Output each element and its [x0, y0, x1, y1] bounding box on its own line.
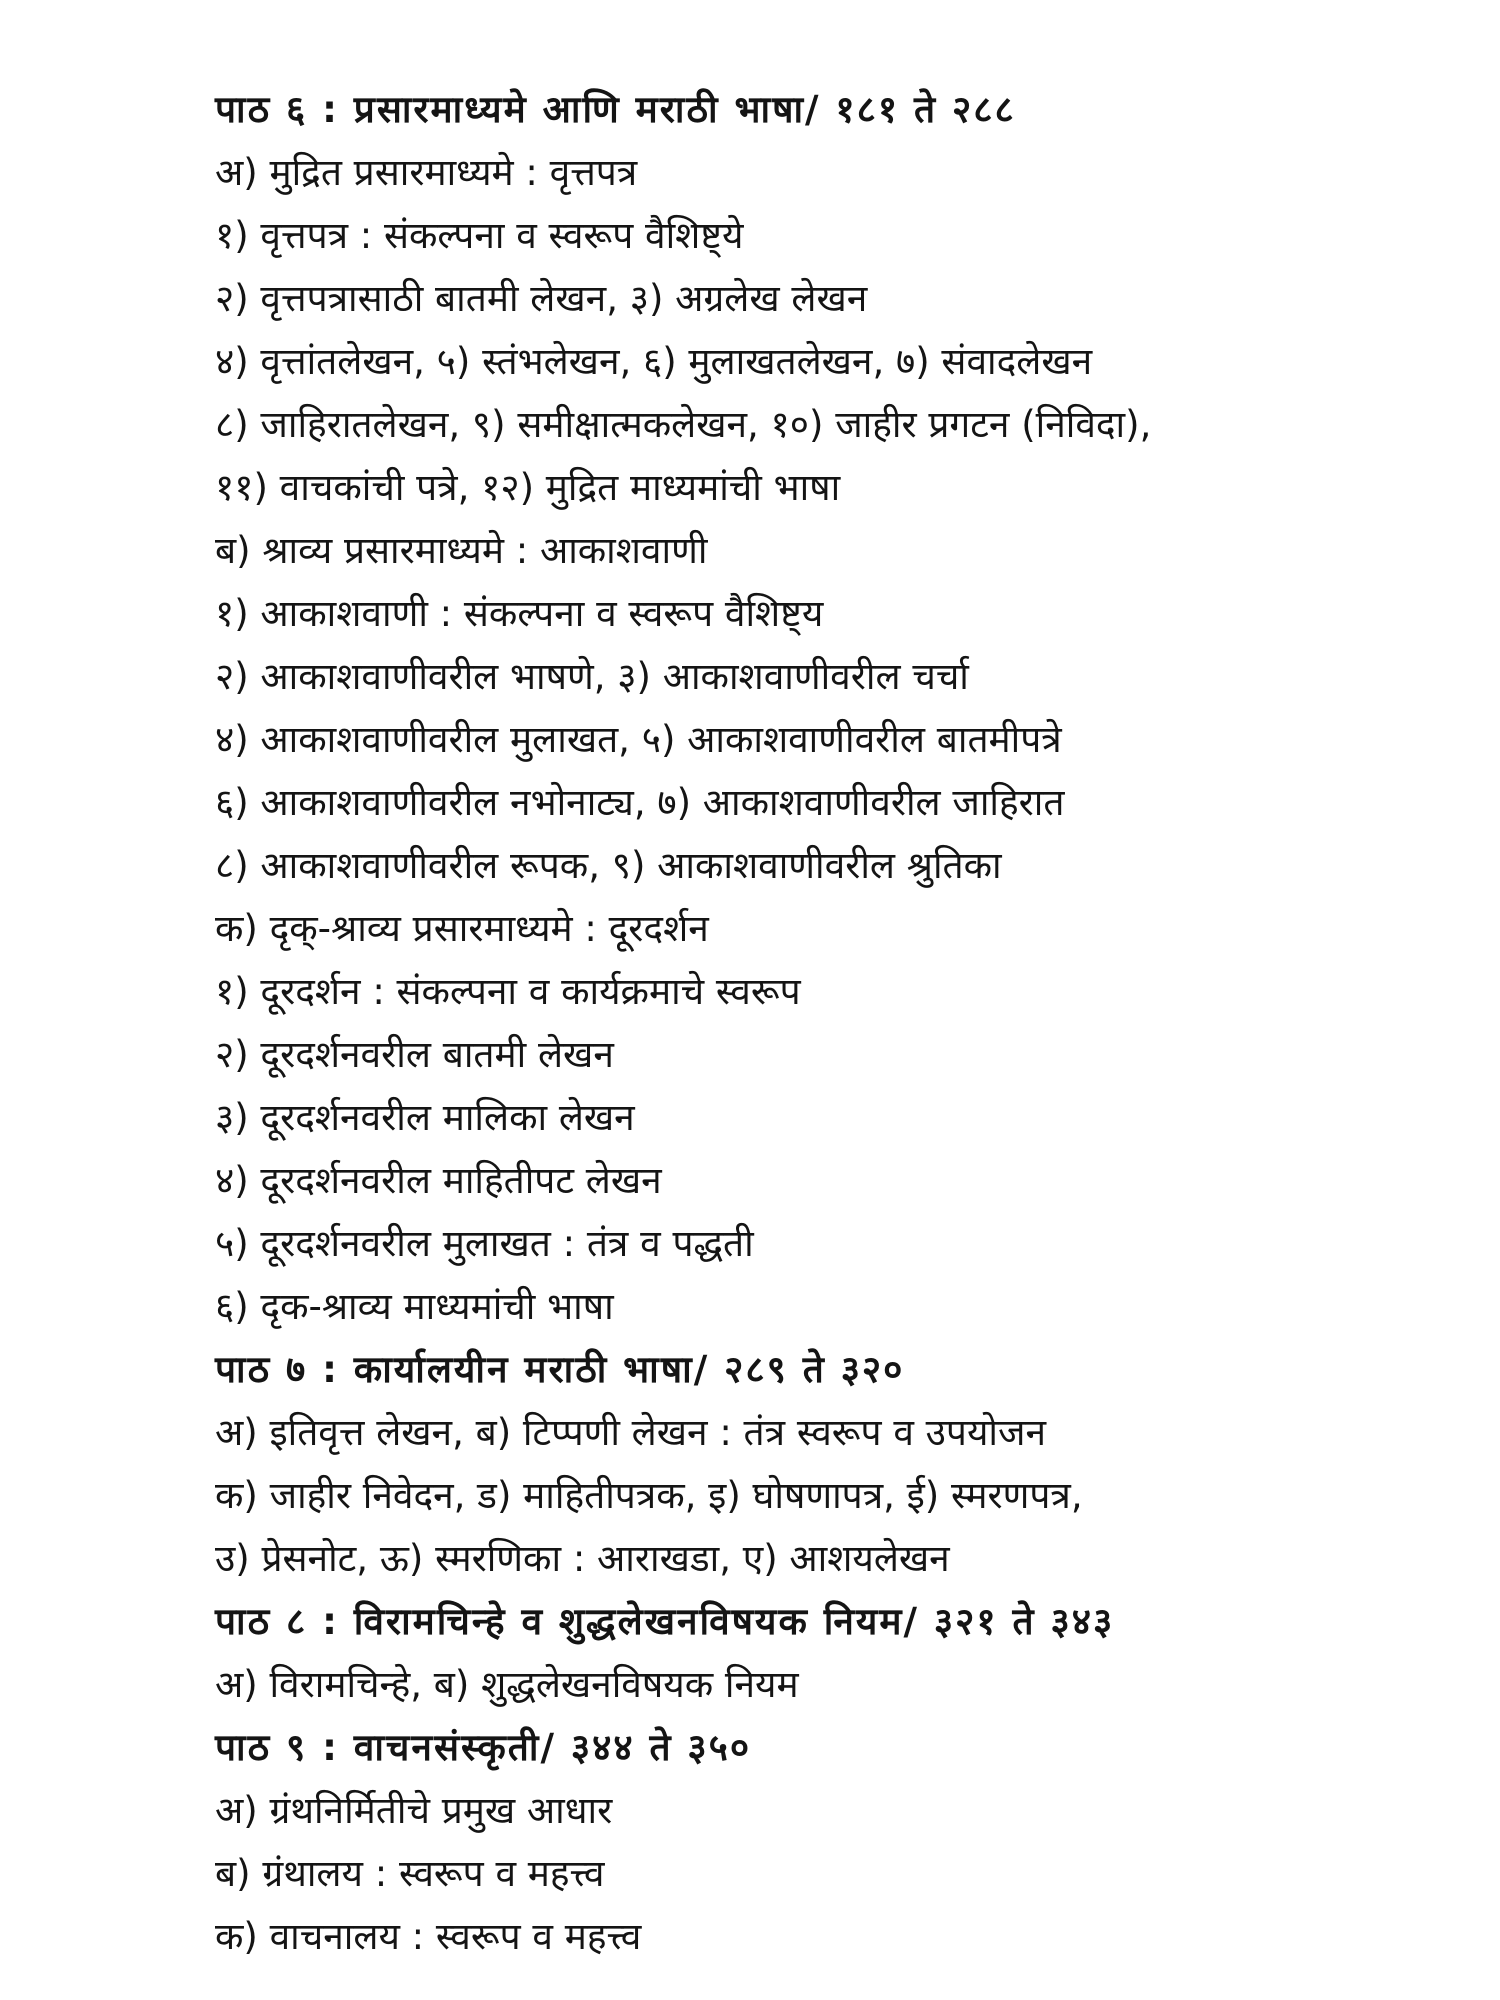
list-item: ८) आकाशवाणीवरील रूपक, ९) आकाशवाणीवरील श्रुतिका	[215, 844, 1002, 887]
list-item: ६) दृक-श्राव्य माध्यमांची भाषा	[215, 1285, 614, 1328]
lesson-7-heading: पाठ ७ : कार्यालयीन मराठी भाषा/ २८९ ते ३२०	[215, 1348, 905, 1391]
list-item: उ) प्रेसनोट, ऊ) स्मरणिका : आराखडा, ए) आशयलेखन	[215, 1537, 950, 1580]
lesson-8-heading: पाठ ८ : विरामचिन्हे व शुद्धलेखनविषयक नियम/ ३२१ ते ३४३	[215, 1600, 1115, 1643]
list-item: अ) मुद्रित प्रसारमाध्यमे : वृत्तपत्र	[215, 151, 638, 194]
list-item: १) आकाशवाणी : संकल्पना व स्वरूप वैशिष्ट्य	[215, 592, 824, 635]
list-item: क) दृक्-श्राव्य प्रसारमाध्यमे : दूरदर्शन	[215, 907, 709, 950]
list-item: ८) जाहिरातलेखन, ९) समीक्षात्मकलेखन, १०) जाहीर प्रगटन (निविदा),	[215, 403, 1152, 446]
list-item: १) दूरदर्शन : संकल्पना व कार्यक्रमाचे स्वरूप	[215, 970, 801, 1013]
lesson-6-heading: पाठ ६ : प्रसारमाध्यमे आणि मराठी भाषा/ १८१ ते २८८	[215, 88, 1016, 131]
list-item: ४) दूरदर्शनवरील माहितीपट लेखन	[215, 1159, 662, 1202]
list-item: ५) दूरदर्शनवरील मुलाखत : तंत्र व पद्धती	[215, 1222, 754, 1265]
list-item: ४) वृत्तांतलेखन, ५) स्तंभलेखन, ६) मुलाखतलेखन, ७) संवादलेखन	[215, 340, 1093, 383]
list-item: ३) दूरदर्शनवरील मालिका लेखन	[215, 1096, 635, 1139]
list-item: ४) आकाशवाणीवरील मुलाखत, ५) आकाशवाणीवरील बातमीपत्रे	[215, 718, 1062, 761]
list-item: २) दूरदर्शनवरील बातमी लेखन	[215, 1033, 614, 1076]
list-item: २) वृत्तपत्रासाठी बातमी लेखन, ३) अग्रलेख लेखन	[215, 277, 868, 320]
list-item: अ) विरामचिन्हे, ब) शुद्धलेखनविषयक नियम	[215, 1663, 799, 1706]
list-item: ब) श्राव्य प्रसारमाध्यमे : आकाशवाणी	[215, 529, 708, 572]
list-item: क) वाचनालय : स्वरूप व महत्त्व	[215, 1915, 642, 1958]
list-item: ११) वाचकांची पत्रे, १२) मुद्रित माध्यमांची भाषा	[215, 466, 841, 509]
list-item: ब) ग्रंथालय : स्वरूप व महत्त्व	[215, 1852, 605, 1895]
list-item: २) आकाशवाणीवरील भाषणे, ३) आकाशवाणीवरील चर्चा	[215, 655, 969, 698]
list-item: ६) आकाशवाणीवरील नभोनाट्य, ७) आकाशवाणीवरील जाहिरात	[215, 781, 1065, 824]
list-item: क) जाहीर निवेदन, ड) माहितीपत्रक, इ) घोषणापत्र, ई) स्मरणपत्र,	[215, 1474, 1083, 1517]
lesson-9-heading: पाठ ९ : वाचनसंस्कृती/ ३४४ ते ३५०	[215, 1726, 752, 1769]
syllabus-page	[215, 78, 1455, 1968]
list-item: १) वृत्तपत्र : संकल्पना व स्वरूप वैशिष्ट्ये	[215, 214, 744, 257]
list-item: अ) ग्रंथनिर्मितीचे प्रमुख आधार	[215, 1789, 613, 1832]
list-item: अ) इतिवृत्त लेखन, ब) टिप्पणी लेखन : तंत्र स्वरूप व उपयोजन	[215, 1411, 1046, 1454]
